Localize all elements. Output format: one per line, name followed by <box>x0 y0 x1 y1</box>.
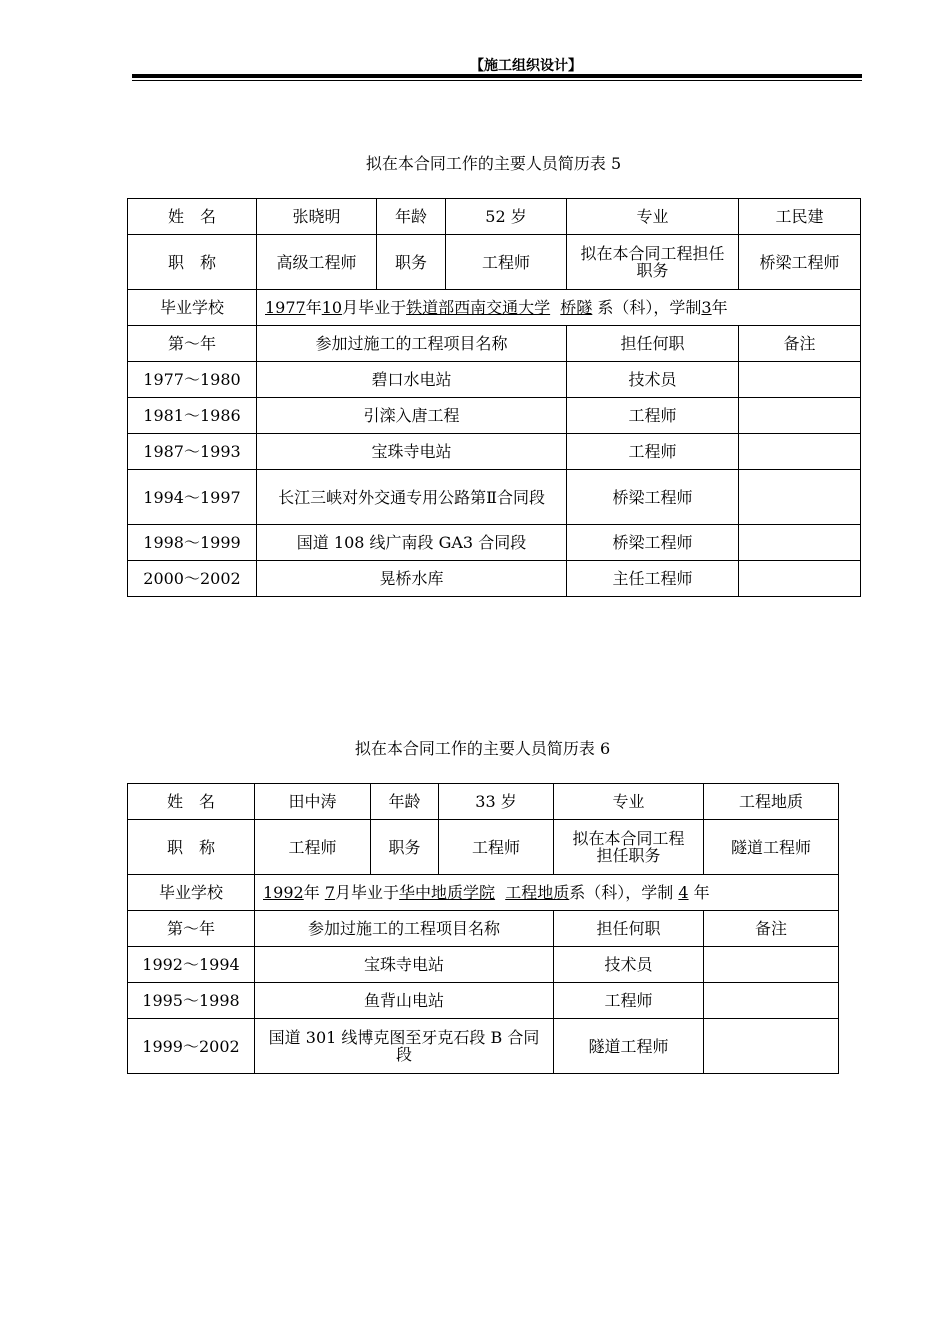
grad-month: 10 <box>321 298 343 317</box>
table-title: 拟在本合同工作的主要人员简历表 6 <box>354 739 611 758</box>
role-label: 拟在本合同工程担任职务 <box>567 235 739 290</box>
job-title-label: 职 称 <box>128 820 255 875</box>
table-row: 1994～1997 长江三峡对外交通专用公路第Ⅱ合同段 桥梁工程师 <box>128 470 861 525</box>
education-detail: 1992年 7月毕业于华中地质学院 工程地质系（科），学制 4 年 <box>255 875 839 911</box>
role-value: 隧道工程师 <box>704 820 839 875</box>
major-value: 工民建 <box>739 199 861 235</box>
school-name: 铁道部西南交通大学 <box>406 298 551 317</box>
table-row: 1987～1993 宝珠寺电站 工程师 <box>128 434 861 470</box>
history-header-position: 担任何职 <box>567 326 739 362</box>
name-label: 姓 名 <box>128 784 255 820</box>
header-rule-thin <box>132 80 862 81</box>
history-header-position: 担任何职 <box>554 911 704 947</box>
history-header-year: 第～年 <box>128 326 257 362</box>
grad-month: 7 <box>324 883 336 902</box>
table-row: 2000～2002 晃桥水库 主任工程师 <box>128 561 861 597</box>
header-rule-thick <box>132 74 862 78</box>
history-header-note: 备注 <box>739 326 861 362</box>
resume-table <box>127 783 839 1074</box>
table-row: 1998～1999 国道 108 线广南段 GA3 合同段 桥梁工程师 <box>128 525 861 561</box>
study-years: 4 <box>678 883 689 902</box>
history-header-project: 参加过施工的工程项目名称 <box>257 326 567 362</box>
department: 桥隧 <box>560 298 593 317</box>
role-value: 桥梁工程师 <box>739 235 861 290</box>
table-row: 1981～1986 引滦入唐工程 工程师 <box>128 398 861 434</box>
table-row: 1992～1994 宝珠寺电站 技术员 <box>128 947 839 983</box>
education-label: 毕业学校 <box>128 875 255 911</box>
major-label: 专业 <box>554 784 704 820</box>
age-value: 52 岁 <box>446 199 567 235</box>
major-label: 专业 <box>567 199 739 235</box>
duty-value: 工程师 <box>446 235 567 290</box>
grad-year: 1992 <box>263 883 304 902</box>
document-header: 【施工组织设计】 <box>470 58 582 74</box>
department: 工程地质 <box>505 883 570 902</box>
role-label: 拟在本合同工程担任职务 <box>554 820 704 875</box>
education-label: 毕业学校 <box>128 290 257 326</box>
job-title-value: 工程师 <box>255 820 371 875</box>
table-row: 1995～1998 鱼背山电站 工程师 <box>128 983 839 1019</box>
job-title-label: 职 称 <box>128 235 257 290</box>
study-years: 3 <box>701 298 712 317</box>
age-label: 年龄 <box>377 199 446 235</box>
history-header-project: 参加过施工的工程项目名称 <box>255 911 554 947</box>
name-value: 田中涛 <box>255 784 371 820</box>
history-header-year: 第～年 <box>128 911 255 947</box>
school-name: 华中地质学院 <box>399 883 496 902</box>
grad-year: 1977 <box>265 298 306 317</box>
duty-label: 职务 <box>371 820 439 875</box>
name-label: 姓 名 <box>128 199 257 235</box>
table-row: 1977～1980 碧口水电站 技术员 <box>128 362 861 398</box>
age-label: 年龄 <box>371 784 439 820</box>
resume-table <box>127 198 861 597</box>
job-title-value: 高级工程师 <box>257 235 377 290</box>
major-value: 工程地质 <box>704 784 839 820</box>
table-title: 拟在本合同工作的主要人员简历表 5 <box>365 154 622 173</box>
duty-label: 职务 <box>377 235 446 290</box>
duty-value: 工程师 <box>439 820 554 875</box>
history-header-note: 备注 <box>704 911 839 947</box>
name-value: 张晓明 <box>257 199 377 235</box>
education-detail: 1977年10月毕业于铁道部西南交通大学 桥隧 系（科），学制3年 <box>257 290 861 326</box>
age-value: 33 岁 <box>439 784 554 820</box>
table-row: 1999～2002 国道 301 线博克图至牙克石段 B 合同段 隧道工程师 <box>128 1019 839 1074</box>
